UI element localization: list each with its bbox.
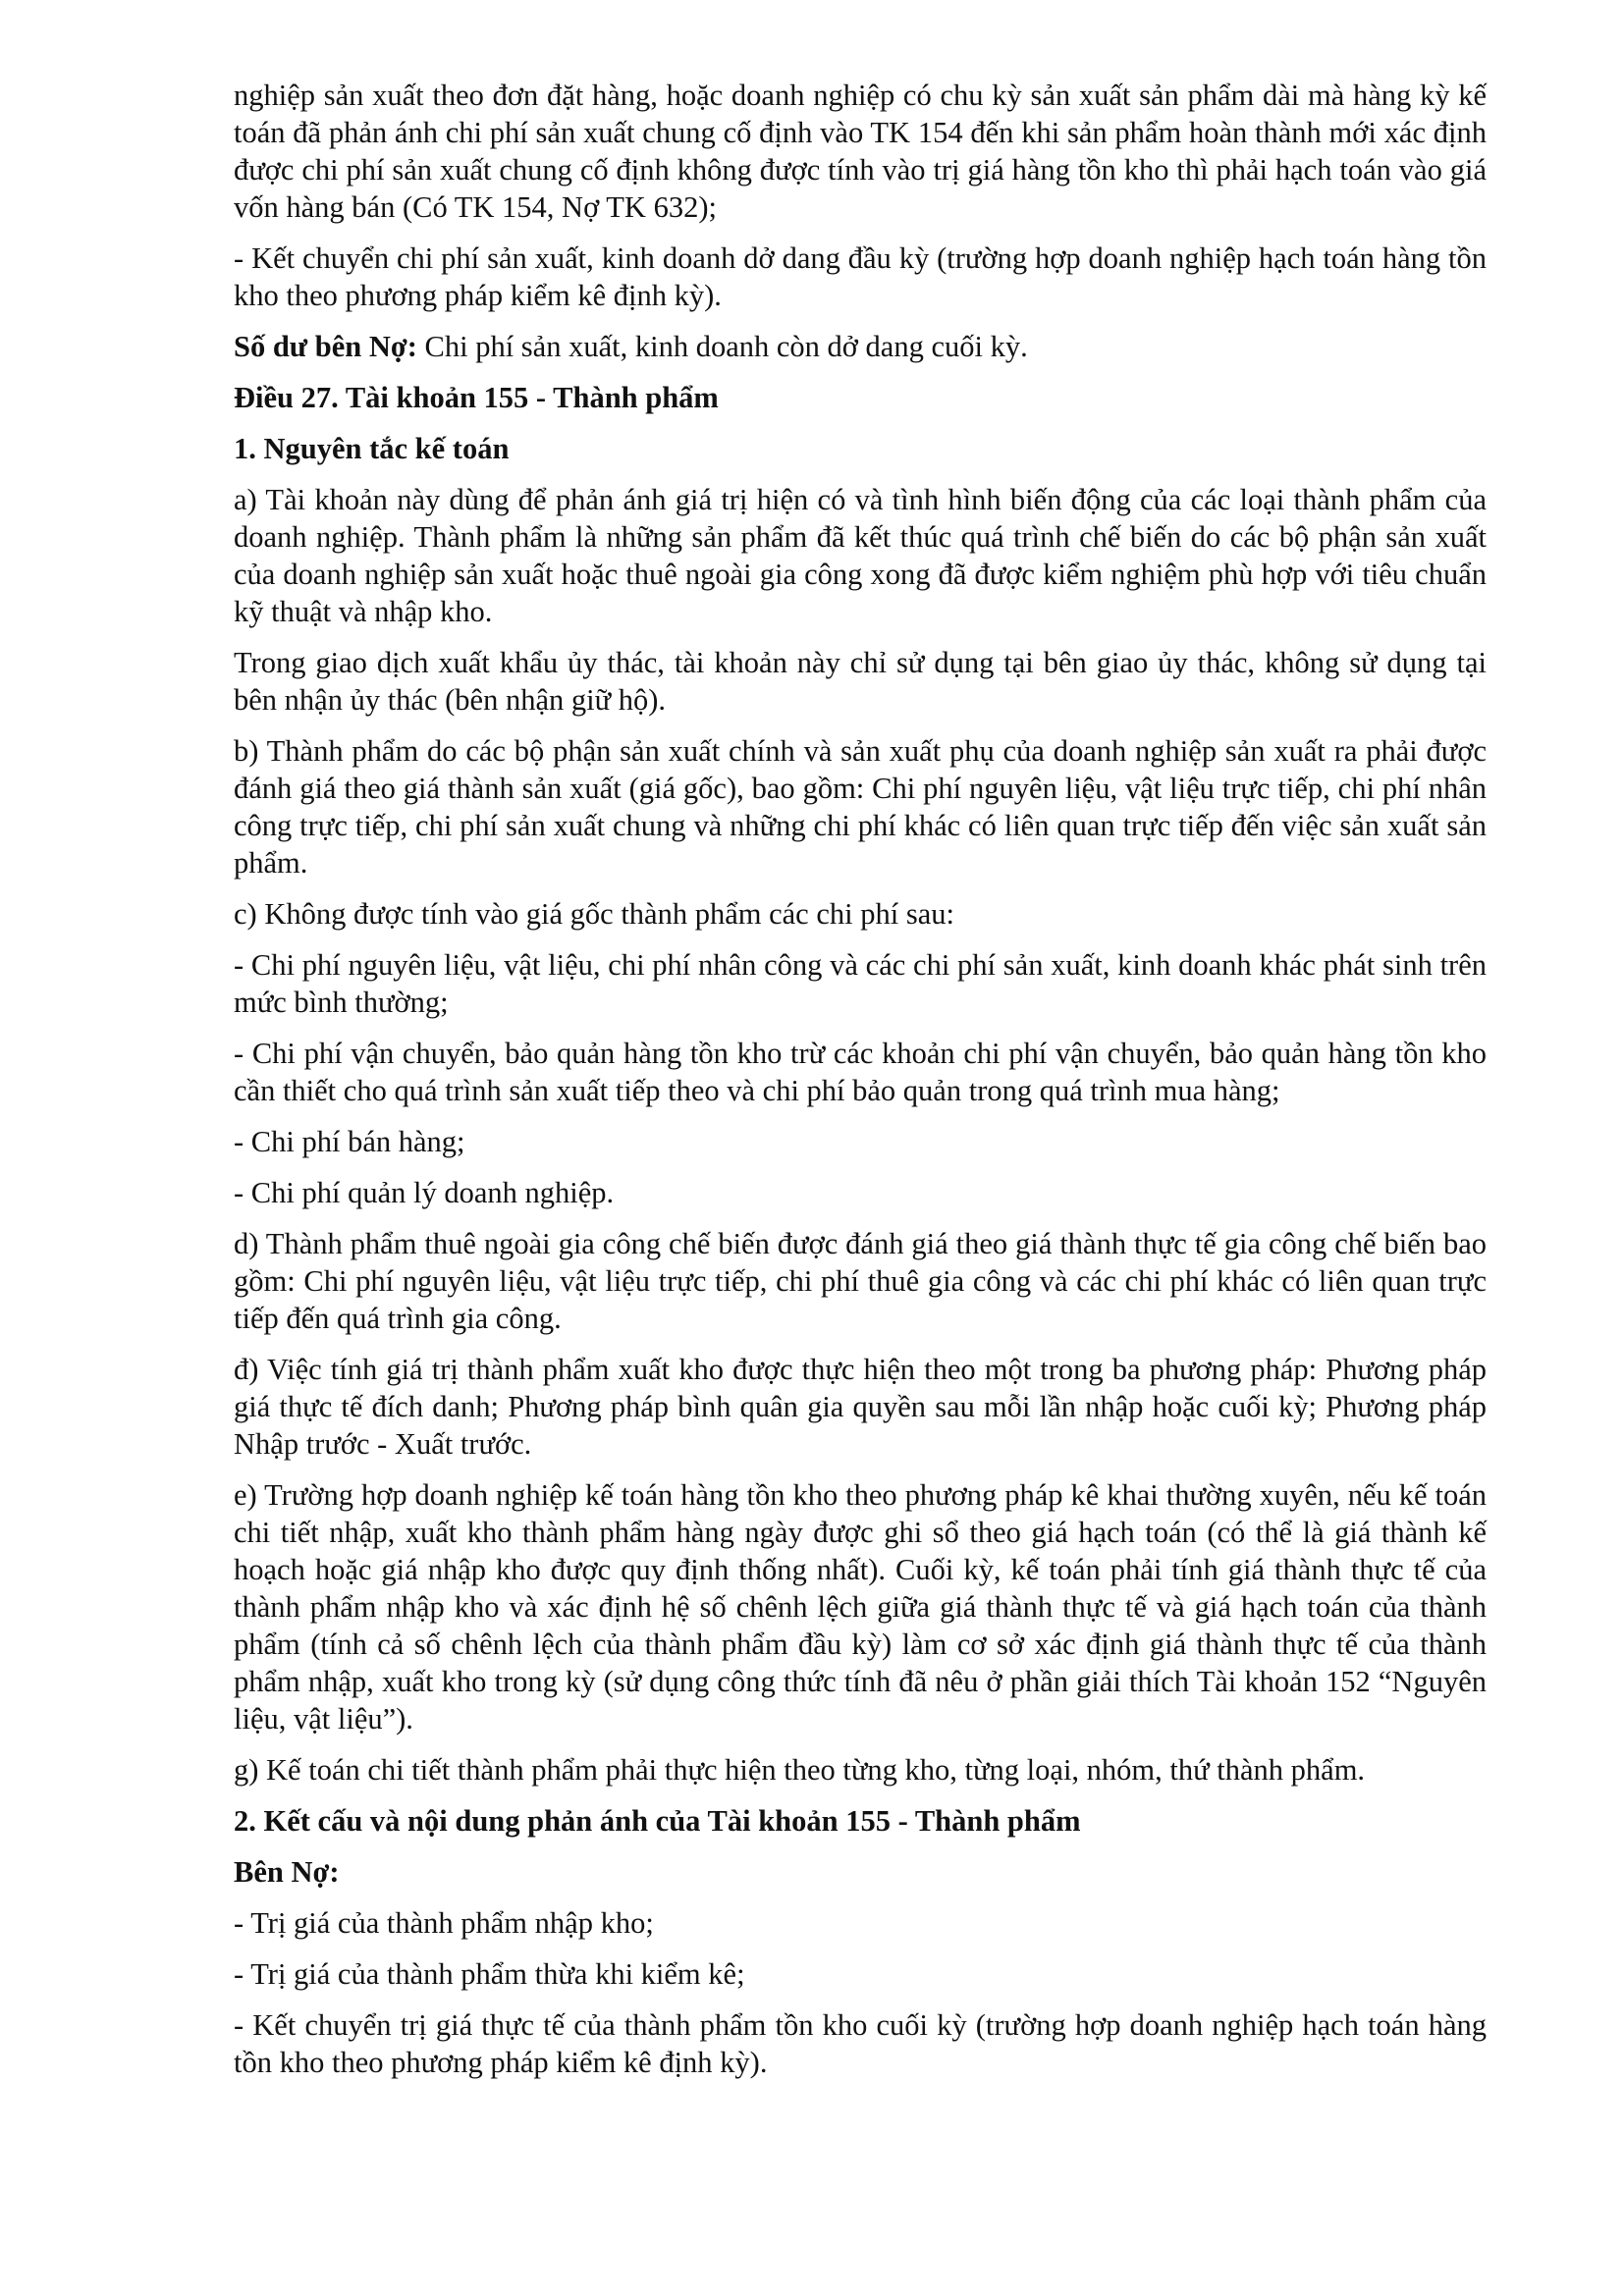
paragraph-debit-balance [234,328,1487,365]
list-item-abnormal-costs: - Chi phí nguyên liệu, vật liệu, chi phí nhân công và các chi phí sản xuất, kinh doanh khác phát sinh trên mức bình thường; [234,948,1487,1019]
debit-balance-text: Chi phí sản xuất, kinh doanh còn dở dang cuối kỳ. [416,330,1028,363]
debit-side-heading: Bên Nợ: [234,1855,340,1889]
list-item-surplus: - Trị giá của thành phẩm thừa khi kiểm kê; [234,1957,745,1991]
paragraph-continuation: nghiệp sản xuất theo đơn đặt hàng, hoặc doanh nghiệp có chu kỳ sản xuất sản phẩm dài mà hàng kỳ kế toán đã phản ánh chi phí sản xuất chung cố định vào TK 154 đến khi sản phẩm hoàn thành mới xác định được chi phí sản xuất chung cố định không được tính vào trị giá hàng tồn kho thì phải hạch toán vào giá vốn hàng bán (Có TK 154, Nợ TK 632); [234,79,1487,224]
list-item-transport-costs: - Chi phí vận chuyển, bảo quản hàng tồn kho trừ các khoản chi phí vận chuyển, bảo quản hàng tồn kho cần thiết cho quá trình sản xuất tiếp theo và chi phí bảo quản trong quá trình mua hàng; [234,1037,1487,1107]
paragraph-d: d) Thành phẩm thuê ngoài gia công chế biến được đánh giá theo giá thành thực tế gia công chế biến bao gồm: Chi phí nguyên liệu, vật liệu trực tiếp, chi phí thuê gia công và các chi phí khác có liên quan trực tiếp đến quá trình gia công. [234,1227,1487,1335]
section-heading-structure: 2. Kết cấu và nội dung phản ánh của Tài khoản 155 - Thành phẩm [234,1804,1081,1838]
paragraph-c: c) Không được tính vào giá gốc thành phẩm các chi phí sau: [234,897,954,931]
list-item-admin-costs: - Chi phí quản lý doanh nghiệp. [234,1176,615,1209]
list-item-selling-costs: - Chi phí bán hàng; [234,1125,465,1158]
paragraph-export-entrustment: Trong giao dịch xuất khẩu ủy thác, tài khoản này chỉ sử dụng tại bên giao ủy thác, không sử dụng tại bên nhận ủy thác (bên nhận giữ hộ). [234,646,1487,717]
paragraph-a: a) Tài khoản này dùng để phản ánh giá trị hiện có và tình hình biến động của các loại thành phẩm của doanh nghiệp. Thành phẩm là những sản phẩm đã kết thúc quá trình chế biến do các bộ phận sản xuất của doanh nghiệp sản xuất hoặc thuê ngoài gia công xong đã được kiểm nghiệm phù hợp với tiêu chuẩn kỹ thuật và nhập kho. [234,483,1487,628]
list-item-goods-received: - Trị giá của thành phẩm nhập kho; [234,1906,654,1940]
debit-balance-label: Số dư bên Nợ: [234,330,417,363]
list-item-transfer-ending: - Kết chuyển trị giá thực tế của thành phẩm tồn kho cuối kỳ (trường hợp doanh nghiệp hạch toán hàng tồn kho theo phương pháp kiểm kê định kỳ). [234,2008,1487,2079]
paragraph-g: g) Kế toán chi tiết thành phẩm phải thực hiện theo từng kho, từng loại, nhóm, thứ thành phẩm. [234,1753,1366,1787]
paragraph-transfer-wip: - Kết chuyển chi phí sản xuất, kinh doanh dở dang đầu kỳ (trường hợp doanh nghiệp hạch toán hàng tồn kho theo phương pháp kiểm kê định kỳ). [234,241,1487,312]
paragraph-e: e) Trường hợp doanh nghiệp kế toán hàng tồn kho theo phương pháp kê khai thường xuyên, nếu kế toán chi tiết nhập, xuất kho thành phẩm hàng ngày được ghi sổ theo giá hạch toán (có thể là giá thành kế hoạch hoặc giá nhập kho được quy định thống nhất). Cuối kỳ, kế toán phải tính giá thành thực tế của thành phẩm nhập kho và xác định hệ số chênh lệch giữa giá thành thực tế và giá hạch toán của thành phẩm (tính cả số chênh lệch của thành phẩm đầu kỳ) làm cơ sở xác định giá thành thực tế của thành phẩm nhập, xuất kho trong kỳ (sử dụng công thức tính đã nêu ở phần giải thích Tài khoản 152 “Nguyên liệu, vật liệu”). [234,1478,1487,1735]
article-heading: Điều 27. Tài khoản 155 - Thành phẩm [234,381,719,414]
paragraph-b: b) Thành phẩm do các bộ phận sản xuất chính và sản xuất phụ của doanh nghiệp sản xuất ra phải được đánh giá theo giá thành sản xuất (giá gốc), bao gồm: Chi phí nguyên liệu, vật liệu trực tiếp, chi phí nhân công trực tiếp, chi phí sản xuất chung và những chi phí khác có liên quan trực tiếp đến việc sản xuất sản phẩm. [234,734,1487,880]
document-page [234,77,1487,2095]
section-heading-principles: 1. Nguyên tắc kế toán [234,432,510,465]
paragraph-dd: đ) Việc tính giá trị thành phẩm xuất kho được thực hiện theo một trong ba phương pháp: Phương pháp giá thực tế đích danh; Phương pháp bình quân gia quyền sau mỗi lần nhập hoặc cuối kỳ; Phương pháp Nhập trước - Xuất trước. [234,1353,1487,1461]
